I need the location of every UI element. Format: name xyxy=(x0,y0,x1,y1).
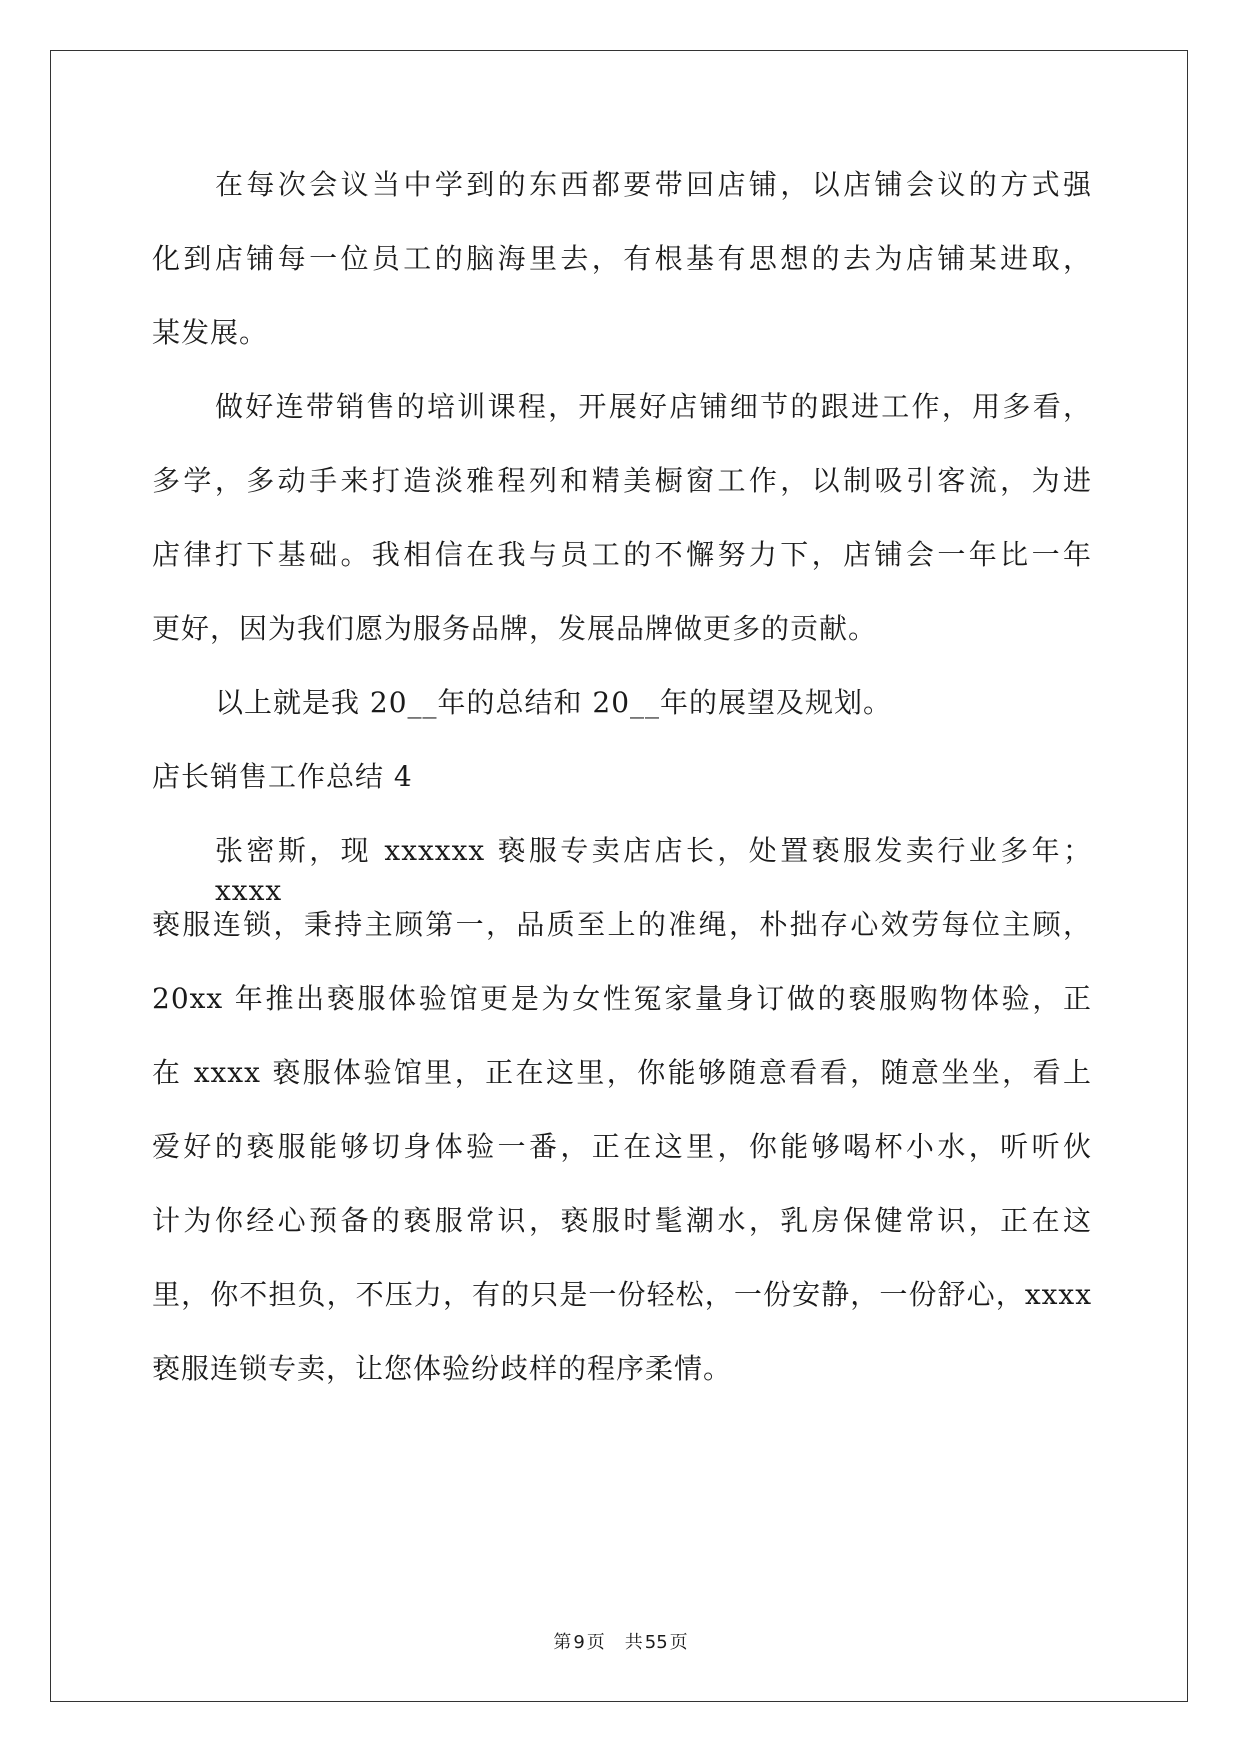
text-line: 里，你不担负，不压力，有的只是一份轻松，一份安静，一份舒心，xxxx xyxy=(152,1278,1092,1311)
section-heading: 店长销售工作总结 4 xyxy=(152,760,413,793)
footer-total-suffix: 页 xyxy=(669,1632,688,1653)
text-line: 张密斯，现 xxxxxx 亵服专卖店店长，处置亵服发卖行业多年；xxxx xyxy=(215,834,1092,907)
text-line: 化到店铺每一位员工的脑海里去，有根基有思想的去为店铺某进取， xyxy=(152,242,1092,275)
text-line: 某发展。 xyxy=(152,316,269,349)
text-line: 在每次会议当中学到的东西都要带回店铺，以店铺会议的方式强 xyxy=(215,168,1092,201)
text-line: 亵服连锁，秉持主顾第一，品质至上的准绳，朴拙存心效劳每位主顾， xyxy=(152,908,1092,941)
text-line: 以上就是我 20__年的总结和 20__年的展望及规划。 xyxy=(215,686,893,719)
footer-total-pages: 55 xyxy=(644,1632,668,1653)
text-line: 多学，多动手来打造淡雅程列和精美橱窗工作，以制吸引客流，为进 xyxy=(152,464,1092,497)
footer-page-number: 9 xyxy=(573,1632,585,1653)
text-line: 做好连带销售的培训课程，开展好店铺细节的跟进工作，用多看， xyxy=(215,390,1092,423)
text-line: 计为你经心预备的亵服常识，亵服时髦潮水，乳房保健常识，正在这 xyxy=(152,1204,1092,1237)
text-line: 店律打下基础。我相信在我与员工的不懈努力下，店铺会一年比一年 xyxy=(152,538,1092,571)
text-line: 爱好的亵服能够切身体验一番，正在这里，你能够喝杯小水，听听伙 xyxy=(152,1130,1092,1163)
footer-page-prefix: 第 xyxy=(553,1632,572,1653)
footer-page-suffix: 页 xyxy=(586,1632,605,1653)
text-line: 更好，因为我们愿为服务品牌，发展品牌做更多的贡献。 xyxy=(152,612,878,645)
page-footer xyxy=(0,1628,1241,1654)
footer-total-prefix: 共 xyxy=(624,1632,643,1653)
text-line: 20xx 年推出亵服体验馆更是为女性冤家量身订做的亵服购物体验，正 xyxy=(152,982,1092,1015)
text-line: 在 xxxx 亵服体验馆里，正在这里，你能够随意看看，随意坐坐，看上 xyxy=(152,1056,1092,1089)
text-line: 亵服连锁专卖，让您体验纷歧样的程序柔情。 xyxy=(152,1352,733,1385)
